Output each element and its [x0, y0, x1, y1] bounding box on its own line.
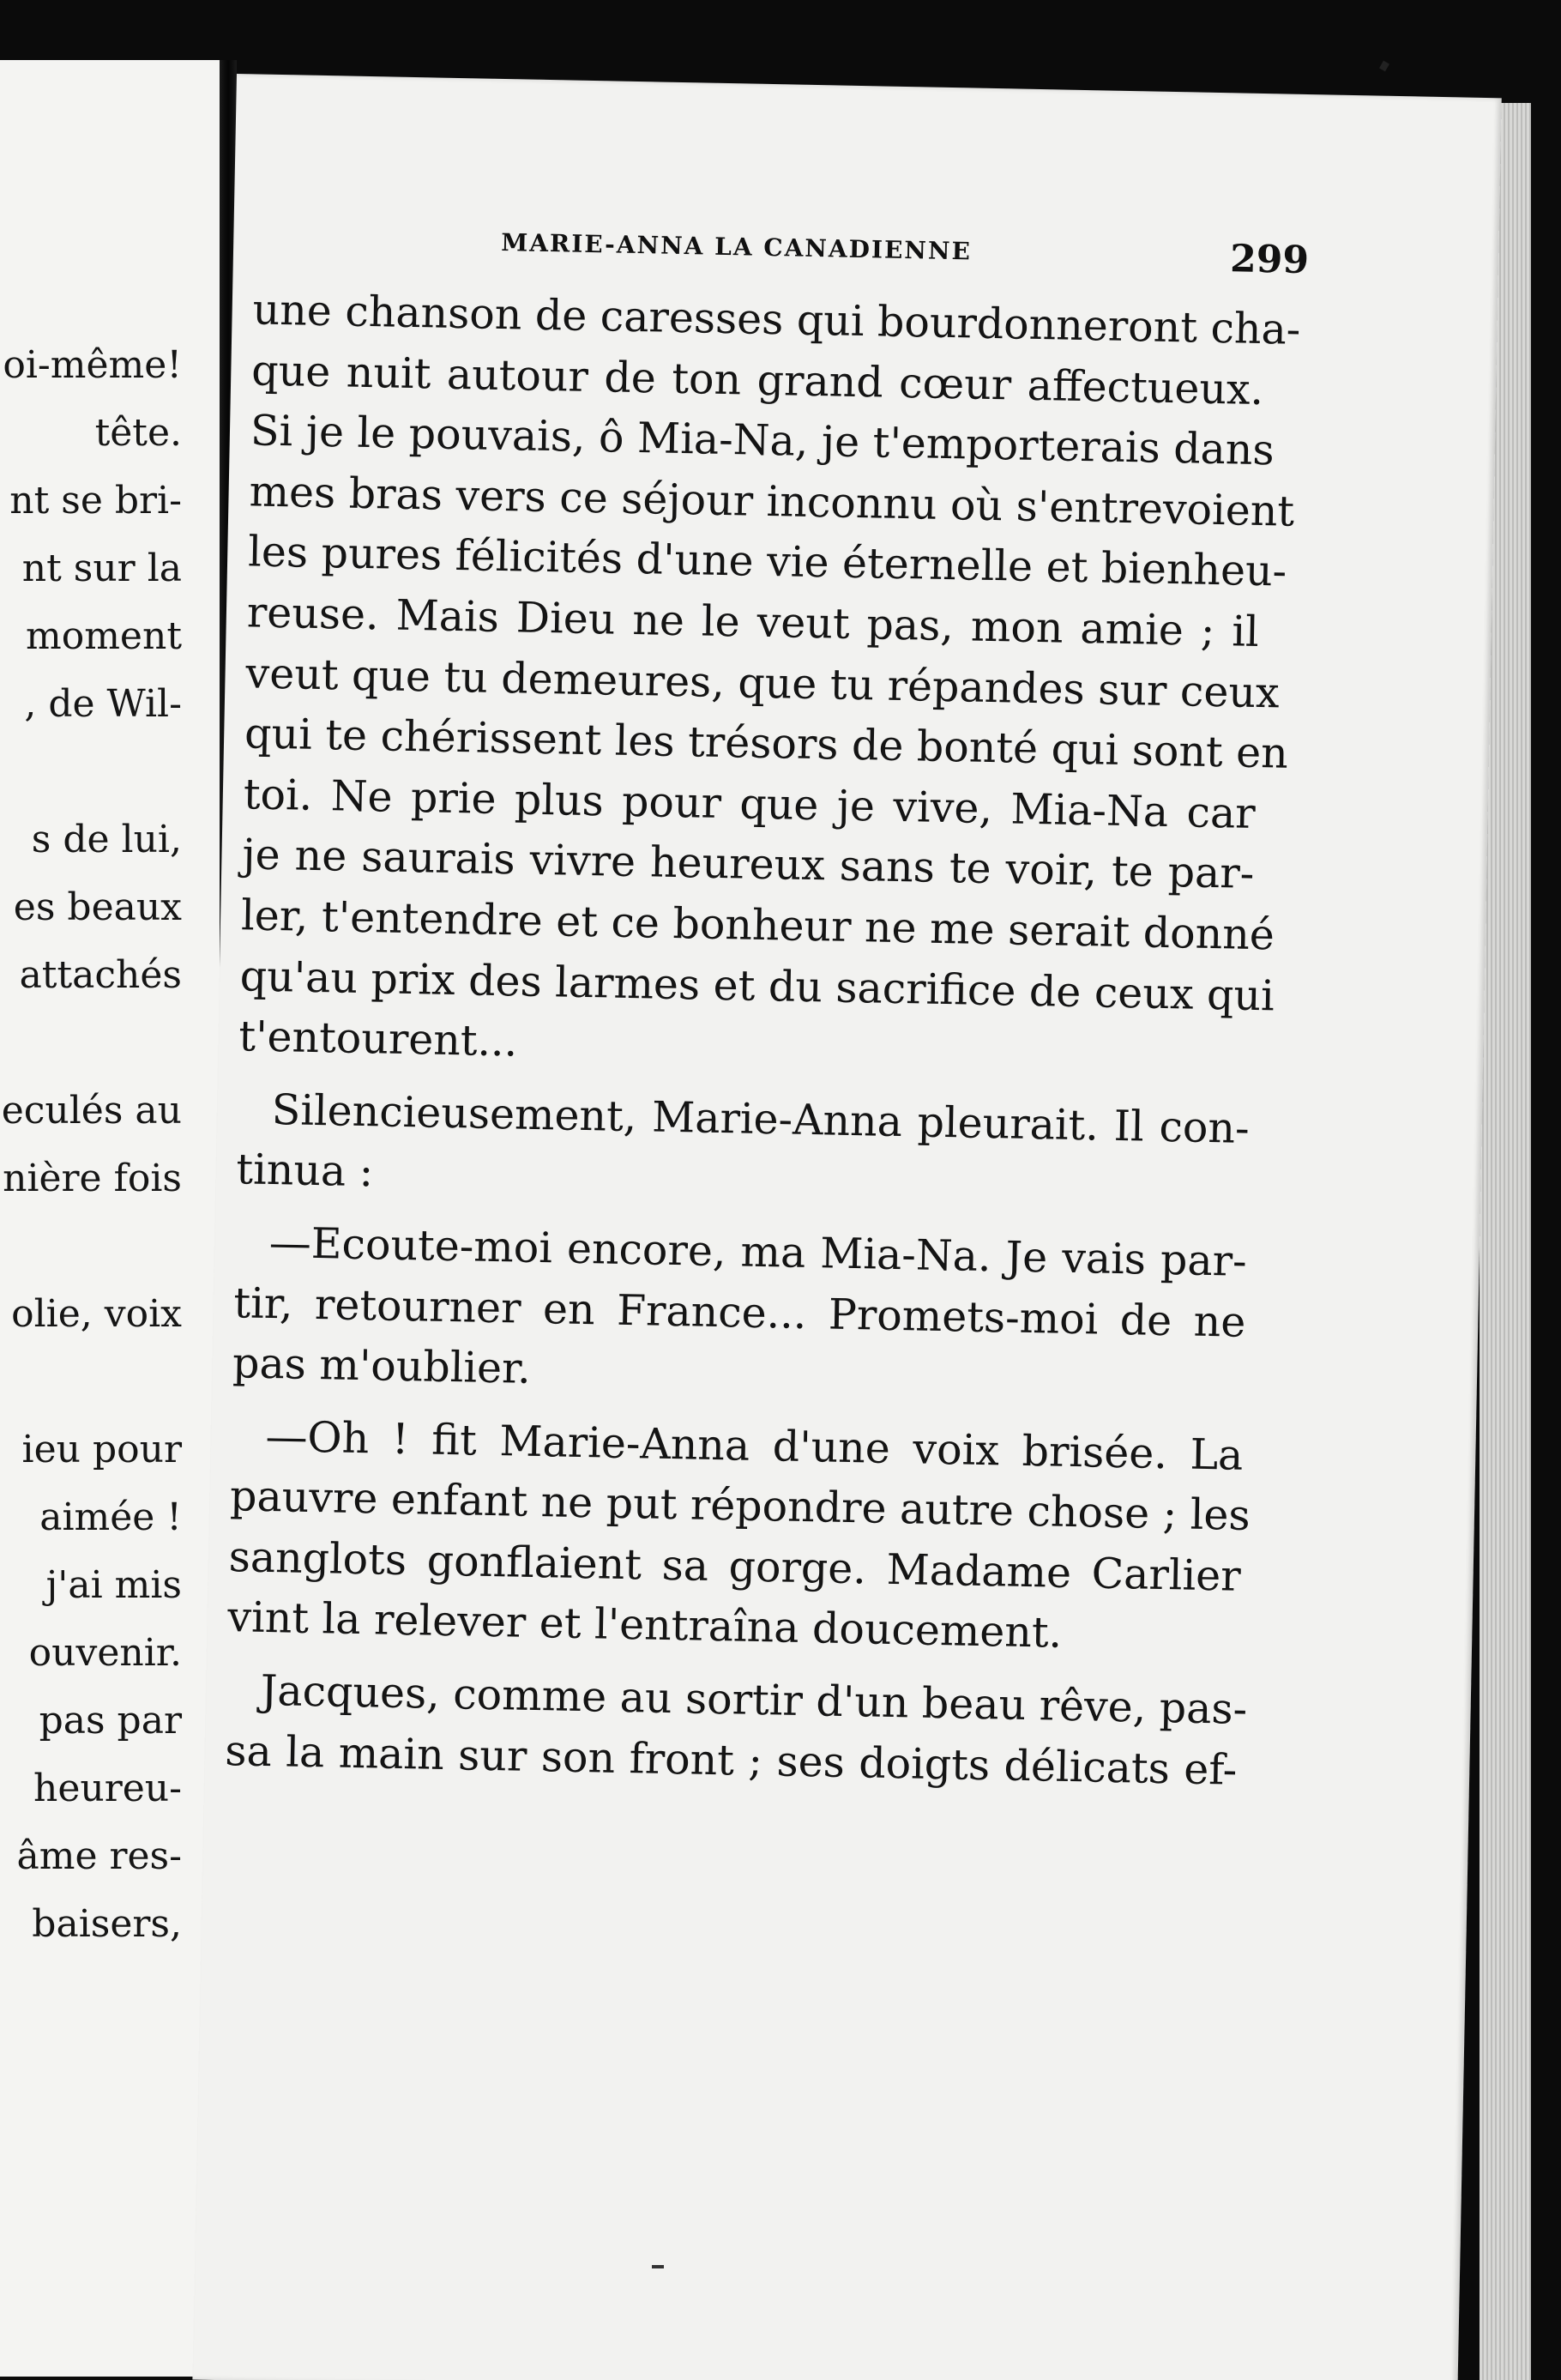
previous-page-text	[0, 60, 225, 2377]
text-line: sanglots gonflaient sa gorge. Madame Carlier	[228, 1532, 1242, 1601]
previous-page-line: eculés au	[1, 1089, 182, 1133]
text-line: pauvre enfant ne put répondre autre chose ; les	[229, 1471, 1251, 1541]
text-line: que nuit autour de ton grand cœur affectueux.	[250, 345, 1264, 414]
scan-speck	[1379, 61, 1389, 72]
text-line: qui te chérissent les trésors de bonté qui sont en	[244, 709, 1289, 778]
text-line: tinua :	[235, 1145, 374, 1197]
page-body	[224, 280, 1301, 1801]
previous-page-line: heureu-	[33, 1767, 182, 1810]
text-line: qu'au prix des larmes et du sacrifice de ceux qui	[239, 951, 1275, 1020]
text-line: veut que tu demeures, que tu répandes sur ceux	[245, 648, 1281, 718]
text-line: les pures félicités d'une vie éternelle et bienheu-	[247, 527, 1287, 596]
previous-page-line: baisers,	[32, 1902, 182, 1946]
text-line: vint la relever et l'entraîna doucement.	[226, 1592, 1063, 1658]
text-line: sa la main sur son front ; ses doigts délicats ef-	[224, 1725, 1238, 1795]
previous-page-line: aimée !	[39, 1495, 182, 1539]
paragraph	[225, 1660, 1256, 1801]
scan-speck	[652, 2265, 664, 2268]
text-line: ler, t'entendre et ce bonheur ne me serait donné	[240, 891, 1275, 960]
page-number: 299	[1229, 237, 1310, 283]
previous-page-line: es beaux	[13, 885, 182, 929]
text-line: —Ecoute-moi encore, ma Mia-Na. Je vais par-	[268, 1217, 1248, 1286]
paragraph	[227, 1406, 1261, 1668]
paragraph	[232, 1212, 1264, 1414]
previous-page-line: âme res-	[16, 1834, 182, 1878]
running-head: MARIE-ANNA LA CANADIENNE	[500, 227, 973, 266]
previous-page-line: attachés	[19, 953, 182, 997]
previous-page-line: olie, voix	[11, 1292, 182, 1336]
text-line: reuse. Mais Dieu ne le veut pas, mon amie ; il	[246, 588, 1260, 656]
previous-page-line: ieu pour	[21, 1428, 182, 1471]
paragraph	[236, 1079, 1267, 1220]
previous-page-line: , de Wil-	[24, 682, 182, 726]
text-line: une chanson de caresses qui bourdonneront cha-	[252, 285, 1301, 354]
previous-page-line: pas par	[39, 1699, 182, 1743]
previous-page-line: s de lui,	[31, 818, 182, 861]
previous-page-line: j'ai mis	[45, 1563, 182, 1607]
paragraph-continued	[238, 280, 1301, 1087]
text-line: mes bras vers ce séjour inconnu où s'entrevoient	[249, 467, 1295, 536]
previous-page-line: nt sur la	[21, 547, 182, 590]
previous-page-fragment	[0, 60, 225, 2377]
text-line: pas m'oublier.	[232, 1338, 532, 1393]
previous-page-line: nière fois	[3, 1157, 182, 1200]
text-line: tir, retourner en France... Promets-moi de ne	[232, 1278, 1246, 1347]
text-line: toi. Ne prie plus pour que je vive, Mia-Na car	[243, 770, 1257, 838]
previous-page-line: oi-même!	[3, 343, 182, 387]
page-299	[192, 74, 1501, 2380]
previous-page-line: moment	[26, 614, 182, 658]
previous-page-line: ouvenir.	[28, 1631, 182, 1675]
text-line: Jacques, comme au sortir d'un beau rêve, pas-	[260, 1665, 1248, 1735]
text-line: Silencieusement, Marie-Anna pleurait. Il con-	[271, 1084, 1251, 1153]
previous-page-line: nt se bri-	[9, 479, 182, 523]
text-line: —Oh ! fit Marie-Anna d'une voix brisée. La	[264, 1411, 1244, 1480]
text-line: t'entourent...	[238, 1012, 518, 1066]
text-line: Si je le pouvais, ô Mia-Na, je t'emporterais dans	[250, 406, 1275, 475]
text-line: je ne saurais vivre heureux sans te voir, te par-	[241, 830, 1255, 899]
previous-page-line: tête.	[94, 411, 182, 455]
